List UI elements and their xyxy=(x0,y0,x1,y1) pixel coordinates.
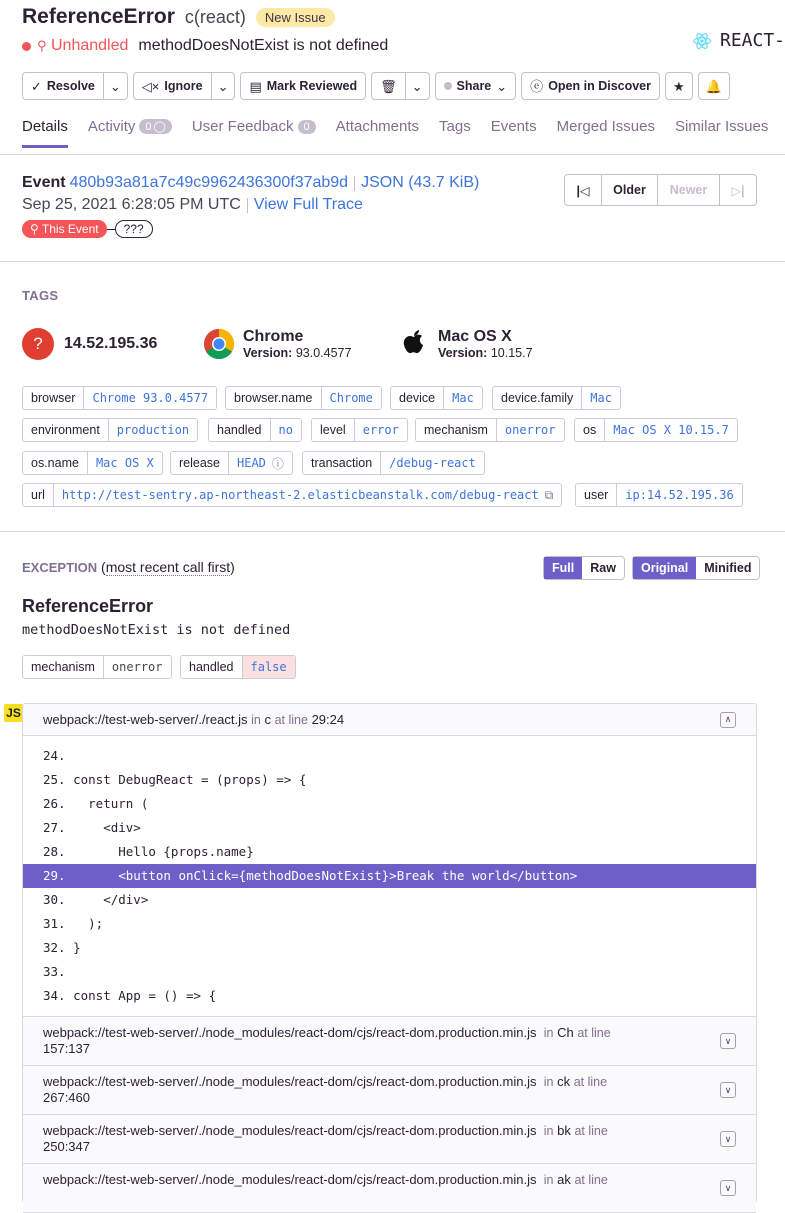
tag-pill[interactable]: release HEAD ⓘ xyxy=(170,451,293,475)
code-line: 24. xyxy=(43,748,66,763)
stack-frame[interactable]: webpack://test-web-server/./node_modules/react-dom/cjs/react-dom.production.min.js in ck at line 267:460 ∨ xyxy=(23,1066,756,1115)
event-navigation xyxy=(564,174,757,206)
ignore-dropdown-button[interactable] xyxy=(212,72,236,100)
stack-frame[interactable]: webpack://test-web-server/./node_modules/react-dom/cjs/react-dom.production.min.js in bk at line 250:347 ∨ xyxy=(23,1115,756,1164)
share-status-dot xyxy=(444,82,452,90)
skip-last-icon: ▷| xyxy=(731,183,745,198)
issue-culprit: c(react) xyxy=(184,6,246,27)
stack-frame[interactable]: webpack://test-web-server/./node_modules/react-dom/cjs/react-dom.production.min.js in Ch at line 157:137 ∨ xyxy=(23,1017,756,1066)
tag-pill[interactable]: os Mac OS X 10.15.7 xyxy=(574,418,738,442)
bell-icon: 🔔 xyxy=(705,78,722,94)
code-line: 28. Hello {props.name} xyxy=(43,844,254,859)
os-version: 10.15.7 xyxy=(490,346,533,360)
trash-icon: 🗑 xyxy=(380,78,397,94)
mark-reviewed-button[interactable]: ▤ Mark Reviewed xyxy=(240,72,366,100)
info-icon[interactable]: ⓘ xyxy=(271,456,284,471)
chevron-up-icon[interactable]: ∧ xyxy=(720,712,736,728)
divider xyxy=(354,176,355,191)
unhandled-label: ⚲ Unhandled xyxy=(37,37,129,54)
tab-tags[interactable]: Tags xyxy=(439,118,471,135)
bookmark-button[interactable] xyxy=(665,72,693,100)
browser-version-label: Version: xyxy=(243,346,293,360)
issue-message: methodDoesNotExist is not defined xyxy=(138,37,389,54)
raw-button[interactable]: Raw xyxy=(590,561,616,575)
section-divider xyxy=(0,531,785,532)
event-label: Event xyxy=(22,174,66,191)
new-issue-badge: New Issue xyxy=(256,8,335,27)
issue-header xyxy=(22,6,785,55)
mechanism-pill: mechanism onerror xyxy=(22,655,172,679)
fire-icon: ⚲ xyxy=(37,38,47,53)
ignore-button[interactable]: ◁× Ignore xyxy=(133,72,212,100)
source-mode-toggle xyxy=(632,556,760,580)
tab-attachments[interactable]: Attachments xyxy=(335,118,420,135)
tag-pill[interactable]: environment production xyxy=(22,418,198,442)
open-in-discover-button[interactable]: ⓔ Open in Discover xyxy=(521,72,660,100)
browser-version: 93.0.4577 xyxy=(295,346,352,360)
code-line: 32. } xyxy=(43,940,81,955)
tag-pill[interactable]: user ip:14.52.195.36 xyxy=(575,483,743,507)
inbox-icon: ▤ xyxy=(249,78,262,94)
fire-icon: ⚲ xyxy=(30,222,39,236)
tab-user-feedback[interactable]: User Feedback 0 xyxy=(192,118,316,148)
check-icon: ✓ xyxy=(31,78,42,94)
tag-pill[interactable]: transaction /debug-react xyxy=(302,451,485,475)
tab-merged-issues[interactable]: Merged Issues xyxy=(556,118,655,135)
tag-pill[interactable]: browser Chrome 93.0.4577 xyxy=(22,386,217,410)
user-ip: 14.52.195.36 xyxy=(64,335,158,352)
code-line: 34. const App = () => { xyxy=(43,988,217,1003)
apple-icon xyxy=(400,328,428,360)
tag-pill[interactable]: level error xyxy=(311,418,408,442)
skip-first-icon: |◁ xyxy=(576,183,590,198)
tag-pill[interactable]: device.family Mac xyxy=(492,386,621,410)
browser-context xyxy=(203,328,351,360)
event-date: Sep 25, 2021 6:28:05 PM UTC xyxy=(22,196,241,213)
tags-section-title: TAGS xyxy=(22,288,59,303)
external-link-icon[interactable]: ⧉ xyxy=(544,487,554,502)
code-line: 27. <div> xyxy=(43,820,141,835)
project-badge[interactable] xyxy=(692,30,785,51)
issue-title: ReferenceError xyxy=(22,5,175,28)
tab-similar-issues[interactable]: Similar Issues xyxy=(674,118,769,135)
unknown-event-badge[interactable]: ??? xyxy=(115,220,153,238)
browser-name: Chrome xyxy=(243,328,304,345)
exception-section-title: EXCEPTION (most recent call first) xyxy=(22,559,235,575)
chevron-down-icon: ⌄ xyxy=(217,78,229,94)
subscribe-button[interactable] xyxy=(698,72,730,100)
react-icon xyxy=(692,31,712,51)
view-full-trace-link[interactable]: View Full Trace xyxy=(253,196,363,213)
tag-pill[interactable]: handled no xyxy=(208,418,302,442)
tag-pill[interactable]: url http://test-sentry.ap-northeast-2.elasticbeanstalk.com/debug-react ⧉ xyxy=(22,483,562,507)
exception-type: ReferenceError xyxy=(22,596,154,616)
tag-pill[interactable]: browser.name Chrome xyxy=(225,386,382,410)
divider xyxy=(247,198,248,213)
code-context xyxy=(23,736,756,1017)
comment-icon: ◯ xyxy=(153,121,166,133)
event-summary xyxy=(22,174,479,238)
tag-pill[interactable]: device Mac xyxy=(390,386,483,410)
os-version-label: Version: xyxy=(438,346,488,360)
error-level-dot xyxy=(22,42,31,51)
highlighted-code-line: 29. <button onClick={methodDoesNotExist}>Break the world</button> xyxy=(23,864,756,888)
delete-button[interactable] xyxy=(371,72,406,100)
project-name: REACT- xyxy=(720,30,785,51)
trace-connector xyxy=(107,229,115,230)
user-feedback-count: 0 xyxy=(298,120,316,134)
chrome-icon xyxy=(203,328,235,360)
older-event-button[interactable]: Older xyxy=(602,175,658,205)
os-name: Mac OS X xyxy=(438,328,512,345)
share-button[interactable]: Share ⌄ xyxy=(435,72,517,100)
minified-button[interactable]: Minified xyxy=(704,561,752,575)
chevron-down-icon: ⌄ xyxy=(109,78,121,94)
chevron-down-icon[interactable]: ∨ xyxy=(720,1033,736,1049)
code-line: 30. </div> xyxy=(43,892,149,907)
tab-activity[interactable]: Activity 0 ◯ xyxy=(88,118,172,148)
mute-icon: ◁× xyxy=(141,78,160,94)
tag-pill[interactable]: os.name Mac OS X xyxy=(22,451,163,475)
discover-icon: ⓔ xyxy=(530,78,544,94)
handled-pill: handled false xyxy=(180,655,296,679)
issue-toolbar xyxy=(22,72,730,100)
stack-frame[interactable]: webpack://test-web-server/./react.js in c at line 29:24 ∧ xyxy=(23,704,756,736)
newer-event-button[interactable]: Newer xyxy=(658,175,720,205)
section-divider xyxy=(0,261,785,262)
code-line: 31. ); xyxy=(43,916,104,931)
call-order-label[interactable]: most recent call first xyxy=(105,559,231,575)
json-link[interactable]: JSON (43.7 KiB) xyxy=(361,174,480,191)
exception-value: methodDoesNotExist is not defined xyxy=(22,622,291,638)
delete-dropdown-button[interactable] xyxy=(406,72,430,100)
stacktrace xyxy=(22,703,757,1203)
newest-event-button[interactable] xyxy=(720,175,756,205)
issue-tabs xyxy=(22,118,785,148)
tab-details[interactable]: Details xyxy=(22,118,68,148)
star-icon: ★ xyxy=(673,78,685,94)
oldest-event-button[interactable] xyxy=(565,175,602,205)
tabs-divider xyxy=(0,154,785,155)
resolve-dropdown-button[interactable] xyxy=(104,72,128,100)
chevron-down-icon: ⌄ xyxy=(411,78,423,94)
chevron-down-icon[interactable]: ∨ xyxy=(720,1180,736,1196)
stack-frame[interactable]: webpack://test-web-server/./node_modules/react-dom/cjs/react-dom.production.min.js in ak at line ∨ xyxy=(23,1164,756,1213)
resolve-button[interactable]: ✓ Resolve xyxy=(22,72,104,100)
javascript-icon: JS xyxy=(4,704,23,722)
os-context xyxy=(400,328,533,360)
event-id-link[interactable]: 480b93a81a7c49c9962436300f37ab9d xyxy=(69,174,349,191)
chevron-down-icon[interactable]: ∨ xyxy=(720,1131,736,1147)
tag-pill[interactable]: mechanism onerror xyxy=(415,418,565,442)
chevron-down-icon: ⌄ xyxy=(496,78,508,94)
this-event-badge[interactable]: ⚲ This Event xyxy=(22,220,107,238)
code-line: 33. xyxy=(43,964,66,979)
tab-events[interactable]: Events xyxy=(490,118,537,135)
code-line: 26. return ( xyxy=(43,796,149,811)
full-button[interactable]: Full xyxy=(544,557,582,579)
chevron-down-icon[interactable]: ∨ xyxy=(720,1082,736,1098)
activity-count: 0 ◯ xyxy=(139,119,171,134)
user-context xyxy=(22,328,157,360)
display-mode-toggle xyxy=(543,556,625,580)
original-button[interactable]: Original xyxy=(633,557,696,579)
code-line: 25. const DebugReact = (props) => { xyxy=(43,772,307,787)
unknown-user-icon: ? xyxy=(22,328,54,360)
